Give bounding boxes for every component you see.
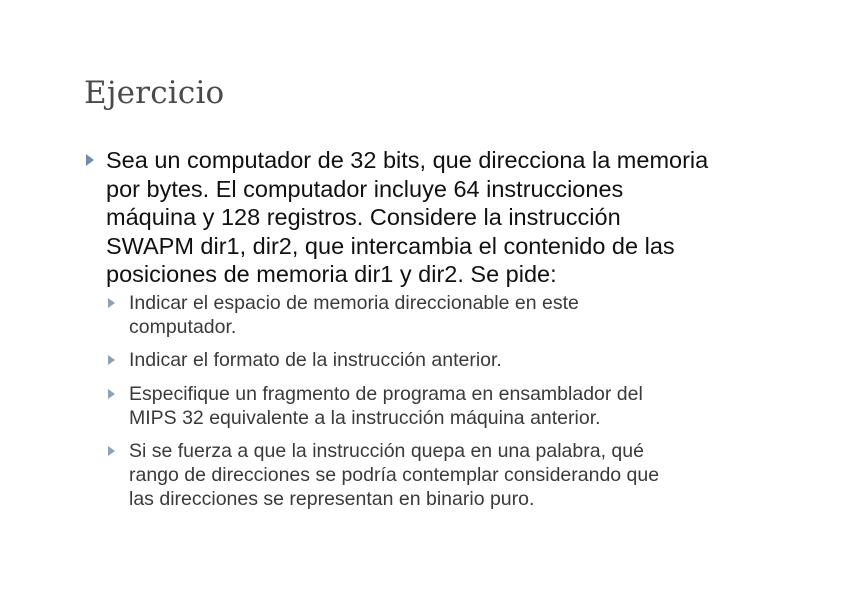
bullet-arrow-icon bbox=[108, 298, 115, 308]
bullet-arrow-icon bbox=[108, 446, 115, 456]
main-bullet-line: máquina y 128 registros. Considere la instrucción bbox=[106, 204, 621, 231]
sub-bullet-item-instruction-format bbox=[106, 348, 784, 372]
sub-bullet-line: Indicar el espacio de memoria direccionable en este bbox=[129, 291, 579, 314]
main-bullet-item bbox=[84, 146, 784, 289]
main-bullet-line: posiciones de memoria dir1 y dir2. Se pide: bbox=[106, 261, 557, 288]
sub-bullet-line: Indicar el formato de la instrucción anterior. bbox=[129, 349, 502, 372]
sub-bullet-line: Especifique un fragmento de programa en ensamblador del bbox=[129, 382, 643, 405]
sub-bullet-item-memory-space bbox=[106, 291, 784, 339]
sub-bullet-item-address-range bbox=[106, 439, 784, 512]
sub-bullet-item-mips-fragment bbox=[106, 382, 784, 430]
main-bullet-line: por bytes. El computador incluye 64 instrucciones bbox=[106, 175, 624, 202]
sub-bullet-line: Si se fuerza a que la instrucción quepa en una palabra, qué bbox=[129, 439, 644, 462]
sub-bullet-line: rango de direcciones se podría contemplar considerando que bbox=[129, 464, 660, 487]
main-bullet-line: Sea un computador de 32 bits, que direcciona la memoria bbox=[106, 147, 709, 173]
slide-title: Ejercicio bbox=[84, 75, 225, 111]
bullet-arrow-icon bbox=[86, 154, 94, 166]
bullet-arrow-icon bbox=[108, 389, 115, 399]
main-bullet-line: SWAPM dir1, dir2, que intercambia el contenido de las bbox=[106, 232, 675, 259]
sub-bullet-line: computador. bbox=[129, 316, 237, 339]
sub-bullet-list bbox=[84, 291, 784, 512]
sub-bullet-line: MIPS 32 equivalente a la instrucción máquina anterior. bbox=[129, 406, 601, 429]
bullet-arrow-icon bbox=[108, 355, 115, 365]
sub-bullet-line: las direcciones se representan en binario puro. bbox=[129, 488, 535, 511]
slide-body bbox=[84, 146, 784, 521]
